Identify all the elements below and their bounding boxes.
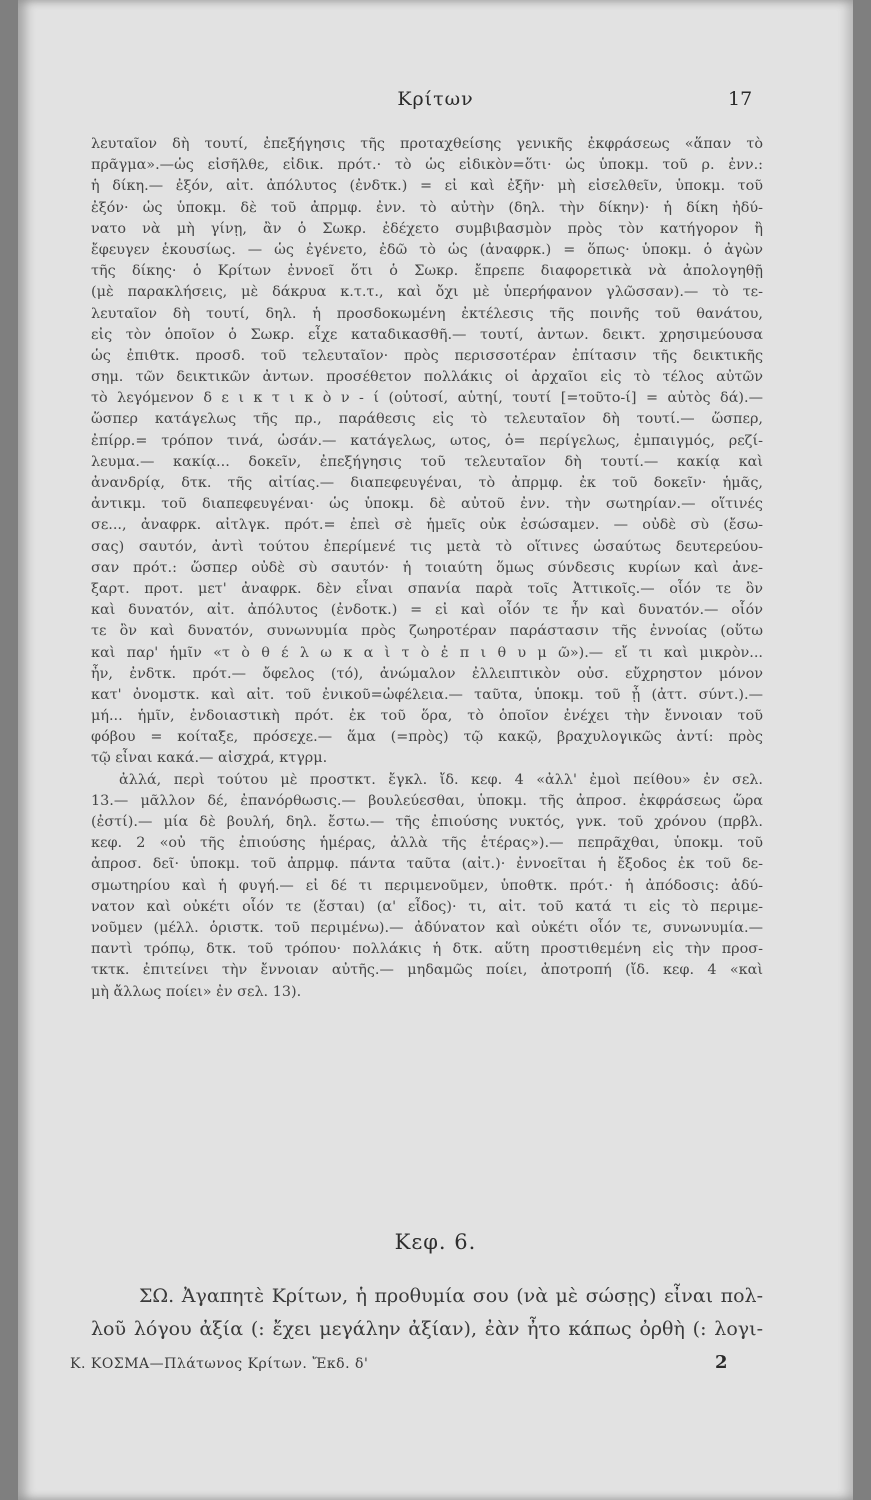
commentary-line: σε..., ἀναφρκ. αἰτλγκ. πρότ.= ἐπεὶ σὲ ἡμεῖς οὐκ ἐσώσαμεν. — οὐδὲ σὺ (ἔσω- — [91, 517, 763, 534]
commentary-line: σημ. τῶν δεικτικῶν ἀντων. προσέθετον πολλάκις οἱ ἀρχαῖοι εἰς τὸ τέλος αὐτῶν — [91, 369, 763, 386]
commentary-line: κεφ. 2 «οὐ τῆς ἐπιούσης ἡμέρας, ἀλλὰ τῆς ἑτέρας»).— πεπρᾶχθαι, ὑποκμ. τοῦ — [91, 835, 763, 852]
commentary-line: (ἐστί).— μία δὲ βουλή, δηλ. ἔστω.— τῆς ἐπιούσης νυκτός, γνκ. τοῦ χρόνου (πρβλ. — [91, 814, 763, 830]
commentary-line: μή... ἡμῖν, ἐνδοιαστικὴ πρότ. ἐκ τοῦ ὅρα, τὸ ὁποῖον ἐνέχει τὴν ἔννοιαν τοῦ — [91, 708, 763, 725]
commentary-line: ἐξόν· ὡς ὑποκμ. δὲ τοῦ ἀπρμφ. ἐνν. τὸ αὐτὴν (δηλ. τὴν δίκην)· ἡ δίκη ἠδύ- — [91, 199, 763, 216]
commentary-line: ξαρτ. προτ. μετ' ἀναφρκ. δὲν εἶναι σπανία παρὰ τοῖς Ἀττικοῖς.— οἷόν τε ὂν — [91, 580, 763, 597]
commentary-line: τῷ εἶναι κακά.— αἰσχρά, κτγρμ. — [91, 750, 328, 767]
commentary-line: (μὲ παρακλήσεις, μὲ δάκρυα κ.τ.τ., καὶ ὄχι μὲ ὑπερήφανον γλῶσσαν).— τὸ τε- — [91, 284, 763, 301]
commentary-line: 13.— μᾶλλον δέ, ἐπανόρθωσις.— βουλεύεσθαι, ὑποκμ. τῆς ἀπροσ. ἐκφράσεως ὥρα — [91, 792, 763, 809]
commentary-line: καὶ δυνατόν, αἰτ. ἀπόλυτος (ἐνδοτκ.) = εἰ καὶ οἷόν τε ἦν καὶ δυνατόν.— οἷόν — [91, 602, 763, 619]
commentary-line: ἐπίρρ.= τρόπον τινά, ὡσάν.— κατάγελως, ωτος, ὁ= περίγελως, ἐμπαιγμός, ρεζί- — [91, 432, 763, 449]
commentary-line: λευμα.— κακίᾳ... δοκεῖν, ἐπεξήγησις τοῦ τελευταῖον δὴ τουτί.— κακίᾳ καὶ — [91, 453, 763, 470]
commentary-line: τὸ λεγόμενον δ ε ι κ τ ι κ ὸ ν - ί (οὑτοσί, αὑτηί, τουτί [=τοῦτο-ί] = αὐτὸς δά).— — [91, 390, 763, 407]
commentary-line: ἀπροσ. δεῖ· ὑποκμ. τοῦ ἀπρμφ. πάντα ταῦτα (αἰτ.)· ἐννοεῖται ἡ ἔξοδος ἐκ τοῦ δε- — [91, 856, 763, 873]
dialogue-line: ΣΩ. Ἀγαπητὲ Κρίτων, ἡ προθυμία σου (νὰ μὲ σώσῃς) εἶναι πολ- — [139, 1285, 763, 1307]
commentary-line: παντὶ τρόπῳ, δτκ. τοῦ τρόπου· πολλάκις ἡ δτκ. αὕτη προστιθεμένη εἰς τὴν προσ- — [91, 941, 763, 958]
commentary-line: ὡς ἐπιθτκ. προσδ. τοῦ τελευταῖον· πρὸς περισσοτέραν ἐπίτασιν τῆς δεικτικῆς — [91, 347, 763, 364]
commentary-line: λευταῖον δὴ τουτί, δηλ. ἡ προσδοκωμένη ἐκτέλεσις τῆς ποινῆς τοῦ θανάτου, — [91, 305, 763, 322]
commentary-line: σμωτηρίου καὶ ἡ φυγή.— εἰ δέ τι περιμενοῦμεν, ὑποθτκ. πρότ.· ἡ ἀπόδοσις: ἀδύ- — [91, 877, 763, 894]
commentary-line: νοῦμεν (μέλλ. ὁριστκ. τοῦ περιμένω).— ἀδύνατον καὶ οὐκέτι οἷόν τε, συνωνυμία.— — [91, 919, 763, 936]
commentary-line: ὥσπερ κατάγελως τῆς πρ., παράθεσις εἰς τὸ τελευταῖον δὴ τουτί.— ὥσπερ, — [91, 411, 763, 428]
commentary-line: πρᾶγμα».—ὡς εἰσῆλθε, εἰδικ. πρότ.· τὸ ὡς εἰδικὸν=ὅτι· ὡς ὑποκμ. τοῦ ρ. ἐνν.: — [91, 157, 763, 174]
running-head-title: Κρίτων — [397, 88, 474, 110]
dialogue-text — [91, 1280, 763, 1346]
book-page — [18, 0, 853, 1500]
commentary-line: κατ' ὀνομστκ. καὶ αἰτ. τοῦ ἐνικοῦ=ὠφέλεια.— ταῦτα, ὑποκμ. τοῦ ᾖ (ἀττ. σύντ.).— — [91, 686, 763, 703]
commentary-line: φόβου = κοίταξε, πρόσεχε.— ἅμα (=πρὸς) τῷ κακῷ, βραχυλογικῶς ἀντί: πρὸς — [91, 729, 763, 746]
commentary-line: εἰς τὸν ὁποῖον ὁ Σωκρ. εἶχε καταδικασθῆ.— τουτί, ἀντων. δεικτ. χρησιμεύουσα — [91, 326, 763, 343]
sheet-number: 2 — [715, 1352, 728, 1373]
commentary-line: νατο νὰ μὴ γίνῃ, ἂν ὁ Σωκρ. ἐδέχετο συμβιβασμὸν πρὸς τὸν κατήγορον ἢ — [91, 220, 763, 237]
page-number: 17 — [728, 88, 753, 110]
commentary-line: λευταῖον δὴ τουτί, ἐπεξήγησις τῆς προταχθείσης γενικῆς ἐκφράσεως «ἅπαν τὸ — [91, 136, 763, 152]
commentary-line: ἔφευγεν ἑκουσίως. — ὡς ἐγένετο, ἐδῶ τὸ ὡς (ἀναφρκ.) = ὅπως· ὑποκμ. ὁ ἀγὼν — [91, 241, 763, 258]
commentary-line: ἀντικμ. τοῦ διαπεφευγέναι· ὡς ὑποκμ. δὲ αὐτοῦ ἐνν. τὴν σωτηρίαν.— οἵτινές — [91, 496, 763, 513]
commentary-line: ἦν, ἐνδτκ. πρότ.— ὄφελος (τό), ἀνώμαλον ἐλλειπτικὸν οὐσ. εὔχρηστον μόνον — [91, 665, 763, 682]
commentary-line: τκτκ. ἐπιτείνει τὴν ἔννοιαν αὐτῆς.— μηδαμῶς ποίει, ἀποτροπή (ἴδ. κεφ. 4 «καὶ — [91, 962, 763, 979]
commentary-line: νατον καὶ οὐκέτι οἷόν τε (ἔσται) (α' εἶδος)· τι, αἰτ. τοῦ κατά τι εἰς τὸ περιμε- — [91, 898, 763, 915]
dialogue-line: λοῦ λόγου ἀξία (: ἔχει μεγάλην ἀξίαν), ἐὰν ἦτο κάπως ὀρθὴ (: λογι- — [91, 1318, 763, 1340]
commentary-text — [91, 134, 763, 1003]
footer-signature: Κ. ΚΟΣΜΑ—Πλάτωνος Κρίτων. Ἔκδ. δ' — [70, 1356, 369, 1372]
commentary-line: ἡ δίκη.— ἐξόν, αἰτ. ἀπόλυτος (ἐνδτκ.) = εἰ καὶ ἐξῆν· μὴ εἰσελθεῖν, ὑποκμ. τοῦ — [91, 178, 763, 195]
commentary-line: σαν πρότ.: ὥσπερ οὐδὲ σὺ σαυτόν· ἡ τοιαύτη ὅμως σύνδεσις κυρίων καὶ ἀνε- — [91, 559, 763, 576]
commentary-line: καὶ παρ' ἡμῖν «τ ὸ θ έ λ ω κ α ὶ τ ὸ ἐ π ι θ υ μ ῶ»).— εἴ τι καὶ μικρὸν... — [91, 644, 763, 661]
commentary-line: σας) σαυτόν, ἀντὶ τούτου ἐπερίμενέ τις μετὰ τὸ οἵτινες ὡσαύτως δευτερεύου- — [91, 538, 763, 555]
commentary-line: ἀλλά, περὶ τούτου μὲ προστκτ. ἔγκλ. ἴδ. κεφ. 4 «ἀλλ' ἐμοὶ πείθου» ἐν σελ. — [119, 771, 763, 788]
commentary-line: μὴ ἄλλως ποίει» ἐν σελ. 13). — [91, 983, 302, 1000]
commentary-line: ἀνανδρίᾳ, δτκ. τῆς αἰτίας.— διαπεφευγέναι, τὸ ἀπρμφ. ἐκ τοῦ δοκεῖν· ἡμᾶς, — [91, 475, 763, 491]
chapter-heading: Κεφ. 6. — [394, 1230, 477, 1254]
commentary-line: τε ὂν καὶ δυνατόν, συνωνυμία πρὸς ζωηροτέραν παράστασιν τῆς ἐννοίας (οὕτω — [91, 623, 763, 640]
commentary-line: τῆς δίκης· ὁ Κρίτων ἐννοεῖ ὅτι ὁ Σωκρ. ἔπρεπε διαφορετικὰ νὰ ἀπολογηθῇ — [91, 263, 763, 280]
